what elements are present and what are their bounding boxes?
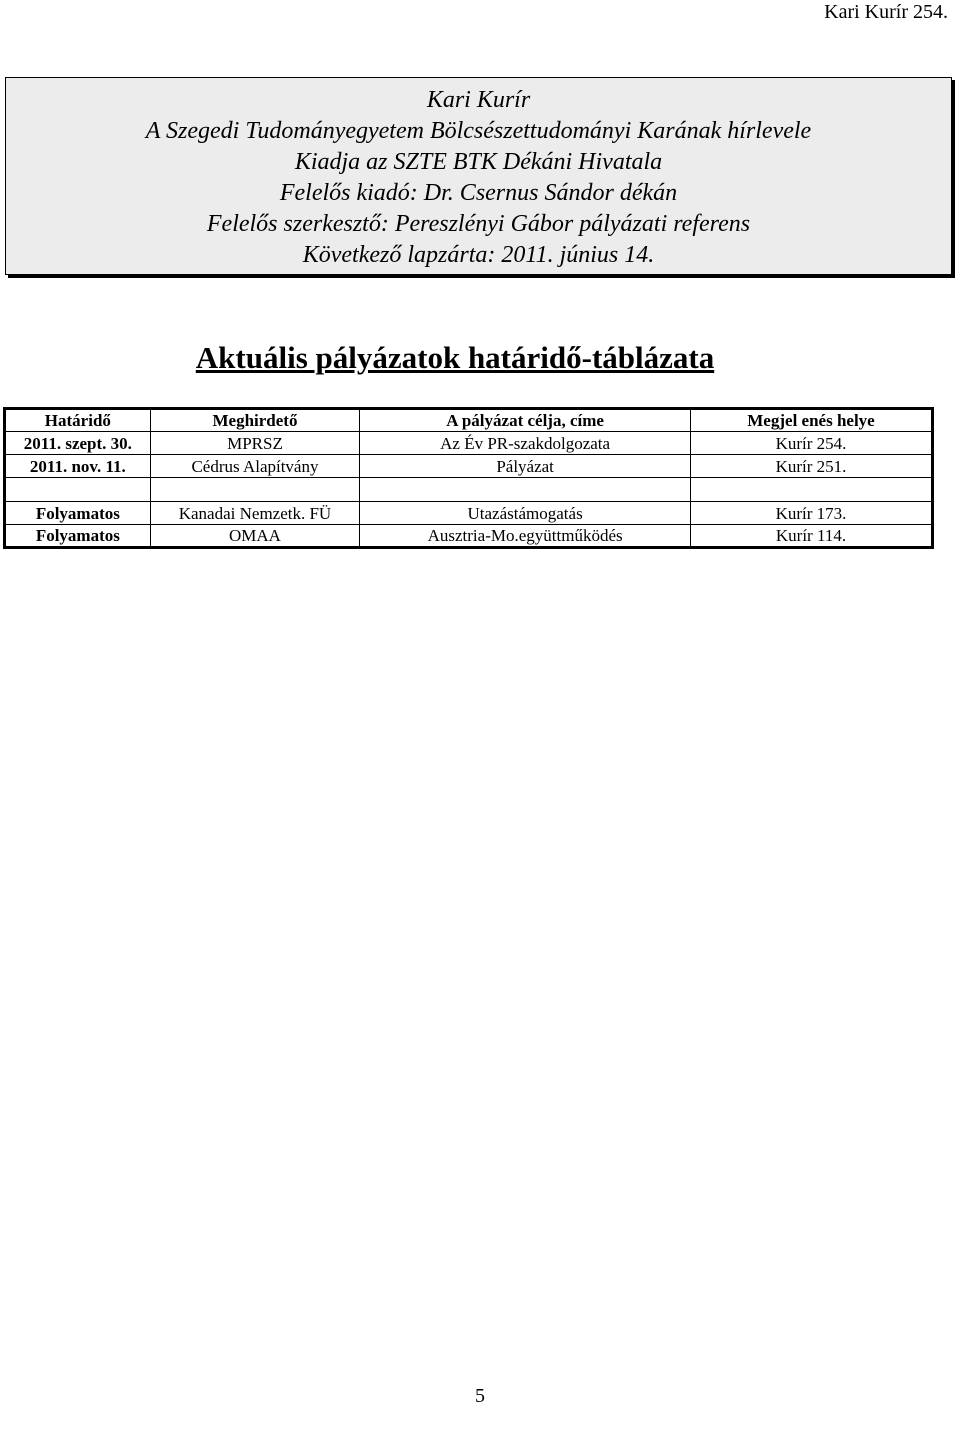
header-deadline: Határidő: [5, 409, 151, 432]
cell-purpose: Ausztria-Mo.együttműködés: [360, 525, 691, 548]
masthead-next-deadline: Következő lapzárta: 2011. június 14.: [302, 242, 655, 268]
running-header: Kari Kurír 254.: [824, 1, 948, 23]
cell-deadline: Folyamatos: [5, 525, 151, 548]
page-title: Aktuális pályázatok határidő-táblázata: [195, 340, 715, 375]
masthead-title: Kari Kurír: [426, 87, 531, 113]
cell-announcer: Cédrus Alapítvány: [150, 455, 360, 478]
cell-published-in: Kurír 173.: [690, 502, 932, 525]
cell-purpose: Utazástámogatás: [360, 502, 691, 525]
cell-announcer: MPRSZ: [150, 432, 360, 455]
cell-deadline: 2011. szept. 30.: [5, 432, 151, 455]
cell-deadline: Folyamatos: [5, 502, 151, 525]
cell-purpose: Pályázat: [360, 455, 691, 478]
page-number: 5: [475, 1385, 485, 1407]
masthead-publisher: Kiadja az SZTE BTK Dékáni Hivatala: [294, 149, 663, 175]
table-row-empty: [5, 478, 933, 502]
header-published-in: Megjel enés helye: [690, 409, 932, 432]
cell-purpose: [360, 478, 691, 502]
cell-announcer: Kanadai Nemzetk. FÜ: [150, 502, 360, 525]
cell-published-in: Kurír 251.: [690, 455, 932, 478]
cell-deadline: [5, 478, 151, 502]
newsletter-masthead: [5, 77, 952, 275]
table-header-row: [5, 409, 933, 432]
cell-purpose: Az Év PR-szakdolgozata: [360, 432, 691, 455]
cell-announcer: [150, 478, 360, 502]
masthead-responsible-publisher: Felelős kiadó: Dr. Csernus Sándor dékán: [279, 180, 678, 206]
masthead-subtitle: A Szegedi Tudományegyetem Bölcsészettudományi Karának hírlevele: [145, 118, 812, 144]
table-row: [5, 455, 933, 478]
cell-published-in: [690, 478, 932, 502]
cell-published-in: Kurír 254.: [690, 432, 932, 455]
table-row: [5, 502, 933, 525]
table-row: [5, 525, 933, 548]
cell-published-in: Kurír 114.: [690, 525, 932, 548]
cell-announcer: OMAA: [150, 525, 360, 548]
table-row: [5, 432, 933, 455]
header-announcer: Meghirdető: [150, 409, 360, 432]
cell-deadline: 2011. nov. 11.: [5, 455, 151, 478]
header-purpose-title: A pályázat célja, címe: [360, 409, 691, 432]
masthead-editor: Felelős szerkesztő: Pereszlényi Gábor pályázati referens: [206, 211, 751, 237]
deadline-table: [3, 407, 934, 549]
